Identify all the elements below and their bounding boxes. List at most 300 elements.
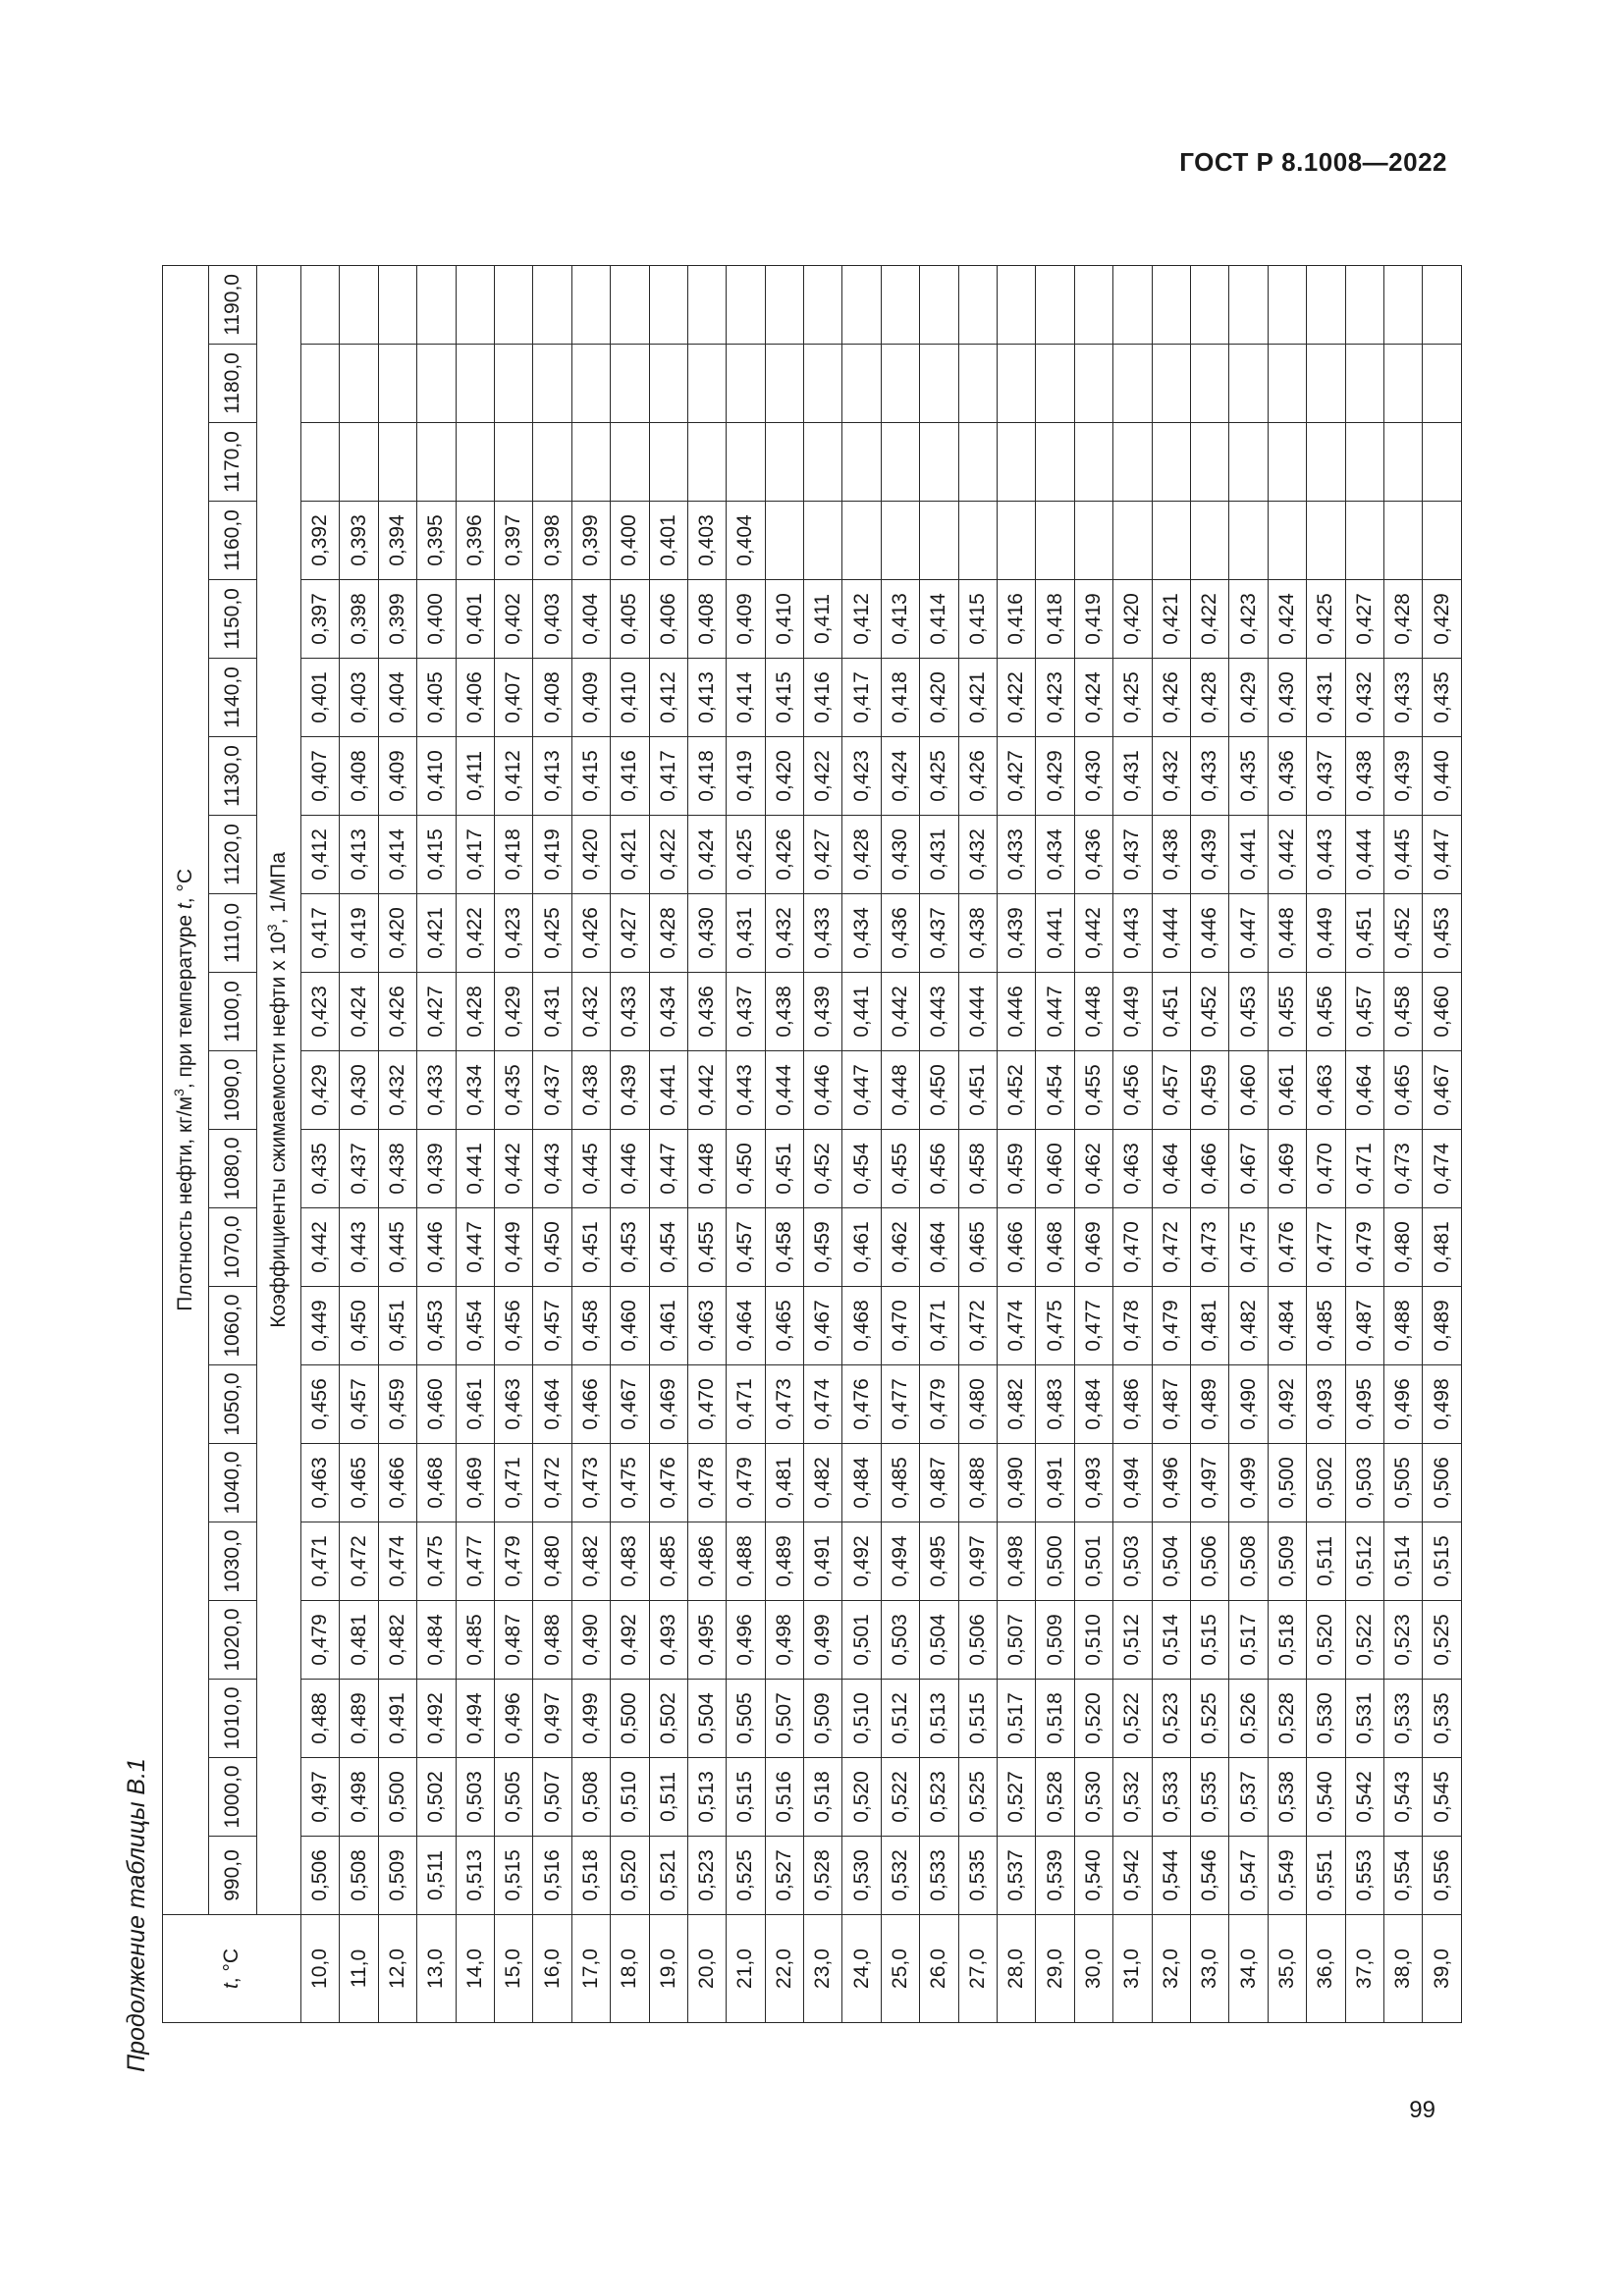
coefficient-cell: 0,436	[1074, 816, 1112, 894]
coefficient-cell: 0,481	[1423, 1208, 1461, 1287]
coefficient-cell: 0,498	[1423, 1365, 1461, 1444]
coefficient-cell: 0,438	[1152, 816, 1190, 894]
density-column-header: 1130,0	[209, 737, 257, 816]
coefficient-cell: 0,474	[998, 1287, 1036, 1365]
coefficient-cell: 0,494	[456, 1680, 494, 1758]
coefficient-cell: 0,477	[456, 1522, 494, 1601]
coefficient-cell	[1345, 265, 1383, 344]
coefficient-cell: 0,468	[1036, 1208, 1074, 1287]
coefficient-cell: 0,488	[301, 1680, 340, 1758]
coefficient-cell	[687, 265, 726, 344]
coefficient-cell: 0,441	[1229, 816, 1268, 894]
coefficient-cell: 0,449	[1307, 894, 1345, 973]
coefficient-cell: 0,461	[1268, 1051, 1306, 1130]
coefficient-cell: 0,460	[1036, 1130, 1074, 1208]
coefficient-cell: 0,546	[1190, 1837, 1228, 1915]
coefficient-cell: 0,428	[1383, 580, 1422, 659]
coefficient-cell	[842, 265, 881, 344]
coefficient-cell	[1113, 502, 1152, 580]
coefficient-cell: 0,473	[571, 1444, 610, 1522]
coefficient-cell: 0,545	[1423, 1758, 1461, 1837]
coefficient-cell: 0,500	[611, 1680, 649, 1758]
coefficient-cell: 0,408	[340, 737, 378, 816]
coefficient-cell: 0,408	[687, 580, 726, 659]
coefficient-cell: 0,468	[417, 1444, 456, 1522]
coefficient-cell: 0,401	[301, 659, 340, 737]
coefficient-cell	[765, 345, 803, 423]
coefficient-cell	[1423, 345, 1461, 423]
coefficient-cell: 0,437	[727, 973, 765, 1051]
coefficient-cell: 0,447	[1423, 816, 1461, 894]
coefficient-cell: 0,535	[1190, 1758, 1228, 1837]
coefficient-cell: 0,429	[301, 1051, 340, 1130]
coefficient-cell: 0,459	[1190, 1051, 1228, 1130]
coefficient-cell: 0,504	[687, 1680, 726, 1758]
coefficient-cell	[998, 502, 1036, 580]
density-group-header: Плотность нефти, $кг/м^3$, при температуре t, °С	[163, 265, 209, 1914]
temperature-cell: 31,0	[1113, 1915, 1152, 2023]
coefficient-cell: 0,422	[649, 816, 687, 894]
coefficient-cell: 0,539	[1036, 1837, 1074, 1915]
coefficient-cell: 0,435	[1423, 659, 1461, 737]
coefficient-cell: 0,492	[417, 1680, 456, 1758]
coefficient-cell: 0,491	[378, 1680, 416, 1758]
coefficient-cell: 0,540	[1074, 1837, 1112, 1915]
coefficient-cell: 0,523	[920, 1758, 958, 1837]
coefficient-cell: 0,487	[1152, 1365, 1190, 1444]
coefficient-cell: 0,432	[571, 973, 610, 1051]
coefficient-cell: 0,465	[1383, 1051, 1422, 1130]
coefficient-cell: 0,425	[533, 894, 571, 973]
coefficient-cell	[958, 345, 997, 423]
density-column-header: 990,0	[209, 1837, 257, 1915]
coefficient-cell: 0,429	[1036, 737, 1074, 816]
table-row	[920, 265, 958, 2022]
coefficient-cell: 0,469	[1268, 1130, 1306, 1208]
coefficient-cell: 0,459	[378, 1365, 416, 1444]
density-column-header: 1120,0	[209, 816, 257, 894]
coefficient-cell: 0,409	[571, 659, 610, 737]
coefficient-cell: 0,464	[533, 1365, 571, 1444]
coefficient-cell	[456, 345, 494, 423]
coefficient-cell: 0,494	[881, 1522, 919, 1601]
rotated-table-area	[113, 266, 1458, 2072]
coefficient-cell: 0,443	[1307, 816, 1345, 894]
coefficient-cell	[417, 345, 456, 423]
coefficient-cell: 0,487	[1345, 1287, 1383, 1365]
coefficient-cell	[1074, 345, 1112, 423]
coefficient-cell: 0,411	[456, 737, 494, 816]
coefficient-cell: 0,538	[1268, 1758, 1306, 1837]
density-column-header: 1190,0	[209, 265, 257, 344]
coefficient-cell: 0,487	[920, 1444, 958, 1522]
coefficient-cell: 0,422	[1190, 580, 1228, 659]
density-column-header: 1170,0	[209, 423, 257, 502]
coefficient-cell: 0,483	[611, 1522, 649, 1601]
coefficient-cell: 0,446	[804, 1051, 842, 1130]
coefficient-cell: 0,477	[1307, 1208, 1345, 1287]
coefficient-cell: 0,471	[920, 1287, 958, 1365]
coefficient-cell: 0,470	[881, 1287, 919, 1365]
coefficient-cell: 0,423	[842, 737, 881, 816]
coefficient-cell: 0,412	[649, 659, 687, 737]
coefficient-cell: 0,472	[340, 1522, 378, 1601]
coefficient-cell: 0,429	[1229, 659, 1268, 737]
coefficient-cell	[958, 265, 997, 344]
coefficient-cell: 0,401	[456, 580, 494, 659]
coefficient-cell: 0,513	[920, 1680, 958, 1758]
coefficient-cell: 0,433	[417, 1051, 456, 1130]
coefficient-cell: 0,413	[881, 580, 919, 659]
coefficient-cell: 0,456	[1307, 973, 1345, 1051]
coefficient-cell: 0,404	[727, 502, 765, 580]
coefficient-cell: 0,412	[301, 816, 340, 894]
coefficient-cell: 0,506	[1423, 1444, 1461, 1522]
coefficient-cell: 0,518	[804, 1758, 842, 1837]
coefficient-cell: 0,460	[417, 1365, 456, 1444]
coefficient-cell: 0,441	[649, 1051, 687, 1130]
coefficient-cell: 0,467	[1423, 1051, 1461, 1130]
coefficient-cell: 0,425	[727, 816, 765, 894]
coefficient-cell: 0,441	[842, 973, 881, 1051]
coefficient-cell: 0,515	[727, 1758, 765, 1837]
coefficient-cell: 0,423	[494, 894, 532, 973]
coefficient-cell: 0,477	[881, 1365, 919, 1444]
coefficient-cell: 0,456	[1113, 1051, 1152, 1130]
coefficient-cell	[378, 345, 416, 423]
coefficient-cell: 0,403	[340, 659, 378, 737]
coefficient-cell: 0,530	[1074, 1758, 1112, 1837]
coefficient-cell: 0,500	[1268, 1444, 1306, 1522]
coefficient-cell: 0,426	[765, 816, 803, 894]
coefficient-cell: 0,430	[881, 816, 919, 894]
coefficient-cell: 0,422	[804, 737, 842, 816]
table-row	[1307, 265, 1345, 2022]
coefficient-cell: 0,409	[378, 737, 416, 816]
coefficient-cell: 0,456	[494, 1287, 532, 1365]
coefficient-cell: 0,554	[1383, 1837, 1422, 1915]
temperature-cell: 37,0	[1345, 1915, 1383, 2023]
coefficient-cell: 0,417	[301, 894, 340, 973]
coefficient-cell: 0,525	[727, 1837, 765, 1915]
coefficient-cell: 0,451	[958, 1051, 997, 1130]
coefficient-cell: 0,427	[804, 816, 842, 894]
coefficient-cell	[611, 345, 649, 423]
coefficient-cell: 0,471	[1345, 1130, 1383, 1208]
coefficient-cell: 0,482	[571, 1522, 610, 1601]
coefficient-cell: 0,455	[687, 1208, 726, 1287]
coefficient-cell: 0,467	[1229, 1130, 1268, 1208]
coefficient-cell: 0,504	[920, 1601, 958, 1680]
coefficient-cell: 0,510	[1074, 1601, 1112, 1680]
coefficient-cell: 0,484	[417, 1601, 456, 1680]
coefficient-cell: 0,489	[340, 1680, 378, 1758]
coefficient-cell	[998, 423, 1036, 502]
density-header-row	[209, 265, 257, 2022]
coefficient-cell: 0,482	[804, 1444, 842, 1522]
coefficient-cell	[1152, 502, 1190, 580]
coefficient-cell: 0,443	[340, 1208, 378, 1287]
coefficient-cell: 0,474	[1423, 1130, 1461, 1208]
coefficient-cell: 0,520	[611, 1837, 649, 1915]
coefficient-cell: 0,430	[340, 1051, 378, 1130]
coefficient-cell	[378, 265, 416, 344]
coefficient-cell	[494, 265, 532, 344]
coefficient-cell: 0,417	[842, 659, 881, 737]
table-row	[881, 265, 919, 2022]
coefficient-cell: 0,493	[649, 1601, 687, 1680]
coefficient-cell: 0,469	[1074, 1208, 1112, 1287]
coefficient-cell: 0,441	[1036, 894, 1074, 973]
coefficient-cell	[1074, 423, 1112, 502]
coefficient-cell: 0,469	[649, 1365, 687, 1444]
coefficient-cell: 0,486	[687, 1522, 726, 1601]
coefficient-cell: 0,442	[494, 1130, 532, 1208]
coefficient-cell: 0,413	[533, 737, 571, 816]
coefficient-cell: 0,464	[920, 1208, 958, 1287]
coefficient-cell: 0,515	[494, 1837, 532, 1915]
coefficient-cell	[1383, 265, 1422, 344]
coefficient-cell: 0,432	[378, 1051, 416, 1130]
coefficient-cell: 0,481	[340, 1601, 378, 1680]
coefficient-cell	[804, 265, 842, 344]
coefficient-cell: 0,520	[842, 1758, 881, 1837]
coefficient-cell	[1423, 265, 1461, 344]
table-row	[1113, 265, 1152, 2022]
coefficient-cell: 0,502	[417, 1758, 456, 1837]
coefficient-cell: 0,475	[417, 1522, 456, 1601]
coefficient-cell: 0,441	[456, 1130, 494, 1208]
coefficient-cell	[1113, 265, 1152, 344]
coefficient-cell: 0,509	[1036, 1601, 1074, 1680]
coefficient-cell	[1307, 265, 1345, 344]
coefficient-cell	[417, 265, 456, 344]
coefficient-cell: 0,465	[765, 1287, 803, 1365]
coefficient-cell: 0,438	[1345, 737, 1383, 816]
coefficient-cell: 0,432	[1345, 659, 1383, 737]
coefficient-cell: 0,511	[649, 1758, 687, 1837]
coefficient-cell	[881, 502, 919, 580]
coefficient-cell: 0,525	[1423, 1601, 1461, 1680]
coefficient-cell	[881, 423, 919, 502]
coefficient-cell: 0,439	[804, 973, 842, 1051]
coefficient-cell: 0,516	[533, 1837, 571, 1915]
table-row	[1268, 265, 1306, 2022]
coefficient-cell: 0,483	[1036, 1365, 1074, 1444]
coefficient-cell: 0,437	[1113, 816, 1152, 894]
coefficient-cell: 0,500	[378, 1758, 416, 1837]
table-row	[765, 265, 803, 2022]
coefficient-cell: 0,525	[1190, 1680, 1228, 1758]
coefficient-cell: 0,542	[1345, 1758, 1383, 1837]
coefficient-cell: 0,487	[494, 1601, 532, 1680]
coefficient-cell	[649, 265, 687, 344]
coefficient-cell: 0,473	[765, 1365, 803, 1444]
table-row	[1074, 265, 1112, 2022]
coefficient-cell: 0,505	[1383, 1444, 1422, 1522]
coefficient-cell: 0,537	[998, 1837, 1036, 1915]
coefficient-cell: 0,492	[1268, 1365, 1306, 1444]
coefficient-cell: 0,443	[1113, 894, 1152, 973]
coefficient-cell: 0,450	[533, 1208, 571, 1287]
coefficient-cell: 0,471	[301, 1522, 340, 1601]
coefficient-cell: 0,414	[920, 580, 958, 659]
coefficient-cell	[1036, 345, 1074, 423]
coefficient-cell: 0,426	[571, 894, 610, 973]
coefficient-cell: 0,485	[456, 1601, 494, 1680]
compressibility-table	[162, 265, 1462, 2023]
table-row	[1190, 265, 1228, 2022]
coefficient-cell: 0,494	[1113, 1444, 1152, 1522]
temperature-cell: 17,0	[571, 1915, 610, 2023]
coefficient-cell: 0,520	[1307, 1601, 1345, 1680]
coefficient-cell: 0,439	[417, 1130, 456, 1208]
coefficient-cell	[1229, 345, 1268, 423]
coefficient-cell	[1074, 265, 1112, 344]
coefficient-cell	[804, 345, 842, 423]
coefficient-cell: 0,503	[456, 1758, 494, 1837]
coefficient-cell: 0,488	[958, 1444, 997, 1522]
coefficient-cell: 0,515	[958, 1680, 997, 1758]
coefficient-cell: 0,421	[611, 816, 649, 894]
coefficient-cell: 0,410	[611, 659, 649, 737]
standard-code: ГОСТ Р 8.1008—2022	[1179, 147, 1447, 177]
density-column-header: 1000,0	[209, 1758, 257, 1837]
coefficient-cell: 0,412	[494, 737, 532, 816]
table-row	[533, 265, 571, 2022]
temperature-cell: 18,0	[611, 1915, 649, 2023]
coefficient-cell: 0,428	[1190, 659, 1228, 737]
coefficient-cell: 0,418	[1036, 580, 1074, 659]
coefficient-cell: 0,443	[533, 1130, 571, 1208]
coefficient-cell	[1345, 502, 1383, 580]
coefficient-cell	[340, 265, 378, 344]
coefficient-cell: 0,508	[571, 1758, 610, 1837]
coefficient-cell: 0,463	[1307, 1051, 1345, 1130]
coefficient-cell: 0,506	[958, 1601, 997, 1680]
coefficient-cell: 0,431	[533, 973, 571, 1051]
coefficient-cell: 0,431	[727, 894, 765, 973]
temperature-cell: 20,0	[687, 1915, 726, 2023]
coefficient-cell: 0,443	[727, 1051, 765, 1130]
coefficient-cell: 0,439	[1383, 737, 1422, 816]
coefficient-cell: 0,496	[494, 1680, 532, 1758]
coefficient-cell: 0,506	[1190, 1522, 1228, 1601]
coefficient-cell: 0,457	[1345, 973, 1383, 1051]
coefficient-cell: 0,497	[301, 1758, 340, 1837]
coefficient-cell: 0,409	[727, 580, 765, 659]
coefficient-cell	[1383, 345, 1422, 423]
table-row	[687, 265, 726, 2022]
coefficient-cell: 0,424	[687, 816, 726, 894]
coefficient-cell: 0,458	[958, 1130, 997, 1208]
coefficient-cell	[571, 345, 610, 423]
coefficient-cell: 0,431	[1307, 659, 1345, 737]
coefficient-cell: 0,491	[804, 1522, 842, 1601]
coefficient-cell	[920, 423, 958, 502]
coefficient-cell: 0,446	[611, 1130, 649, 1208]
coefficient-cell: 0,514	[1383, 1522, 1422, 1601]
coefficient-cell	[533, 265, 571, 344]
coefficient-cell: 0,518	[571, 1837, 610, 1915]
coefficient-cell: 0,509	[804, 1680, 842, 1758]
coefficient-cell: 0,532	[881, 1837, 919, 1915]
coefficient-cell: 0,485	[1307, 1287, 1345, 1365]
coefficient-cell: 0,522	[1345, 1601, 1383, 1680]
coefficient-cell	[1113, 345, 1152, 423]
coefficient-cell: 0,496	[1152, 1444, 1190, 1522]
coefficient-cell: 0,512	[1113, 1601, 1152, 1680]
coefficient-cell: 0,484	[1268, 1287, 1306, 1365]
density-column-header: 1140,0	[209, 659, 257, 737]
coefficient-cell: 0,434	[649, 973, 687, 1051]
coefficient-cell: 0,445	[571, 1130, 610, 1208]
coefficient-cell: 0,464	[727, 1287, 765, 1365]
coefficient-cell	[611, 265, 649, 344]
coefficient-cell: 0,484	[842, 1444, 881, 1522]
t-unit: , °С	[220, 1948, 243, 1984]
coefficient-cell	[1307, 423, 1345, 502]
coefficient-cell: 0,417	[649, 737, 687, 816]
coefficient-cell: 0,438	[571, 1051, 610, 1130]
density-column-header: 1060,0	[209, 1287, 257, 1365]
coefficient-cell: 0,445	[378, 1208, 416, 1287]
coefficient-cell: 0,448	[881, 1051, 919, 1130]
coefficient-cell: 0,394	[378, 502, 416, 580]
temperature-cell: 22,0	[765, 1915, 803, 2023]
density-column-header: 1100,0	[209, 973, 257, 1051]
coefficient-cell: 0,424	[340, 973, 378, 1051]
temperature-cell: 38,0	[1383, 1915, 1422, 2023]
coefficient-cell: 0,467	[804, 1287, 842, 1365]
coefficient-cell: 0,514	[1152, 1601, 1190, 1680]
coefficient-cell: 0,442	[301, 1208, 340, 1287]
coefficient-cell: 0,532	[1113, 1758, 1152, 1837]
coefficient-subheader: Коэффициенты сжимаемости нефти х $10^3$, 1/МПа	[257, 265, 301, 1914]
coefficient-cell: 0,404	[571, 580, 610, 659]
coefficient-cell: 0,408	[533, 659, 571, 737]
coefficient-cell: 0,518	[1036, 1680, 1074, 1758]
coefficient-cell: 0,466	[1190, 1130, 1228, 1208]
table-row	[611, 265, 649, 2022]
coefficient-cell	[571, 265, 610, 344]
coefficient-cell: 0,404	[378, 659, 416, 737]
coefficient-cell: 0,424	[1268, 580, 1306, 659]
coefficient-cell	[1268, 423, 1306, 502]
coefficient-cell: 0,393	[340, 502, 378, 580]
coefficient-cell: 0,480	[958, 1365, 997, 1444]
coefficient-cell: 0,502	[1307, 1444, 1345, 1522]
temperature-cell: 27,0	[958, 1915, 997, 2023]
coefficient-cell: 0,445	[1383, 816, 1422, 894]
coefficient-cell: 0,479	[301, 1601, 340, 1680]
coefficient-cell	[1152, 345, 1190, 423]
temperature-cell: 10,0	[301, 1915, 340, 2023]
temperature-cell: 16,0	[533, 1915, 571, 2023]
coefficient-cell: 0,451	[1345, 894, 1383, 973]
subheader-row	[257, 265, 301, 2022]
coefficient-cell: 0,454	[1036, 1051, 1074, 1130]
coefficient-cell: 0,508	[340, 1837, 378, 1915]
table-row	[727, 265, 765, 2022]
density-column-header: 1070,0	[209, 1208, 257, 1287]
coefficient-cell: 0,407	[301, 737, 340, 816]
coefficient-cell: 0,543	[1383, 1758, 1422, 1837]
coefficient-cell: 0,473	[1383, 1130, 1422, 1208]
coefficient-cell: 0,513	[687, 1758, 726, 1837]
coefficient-cell: 0,489	[1423, 1287, 1461, 1365]
coefficient-cell: 0,447	[649, 1130, 687, 1208]
